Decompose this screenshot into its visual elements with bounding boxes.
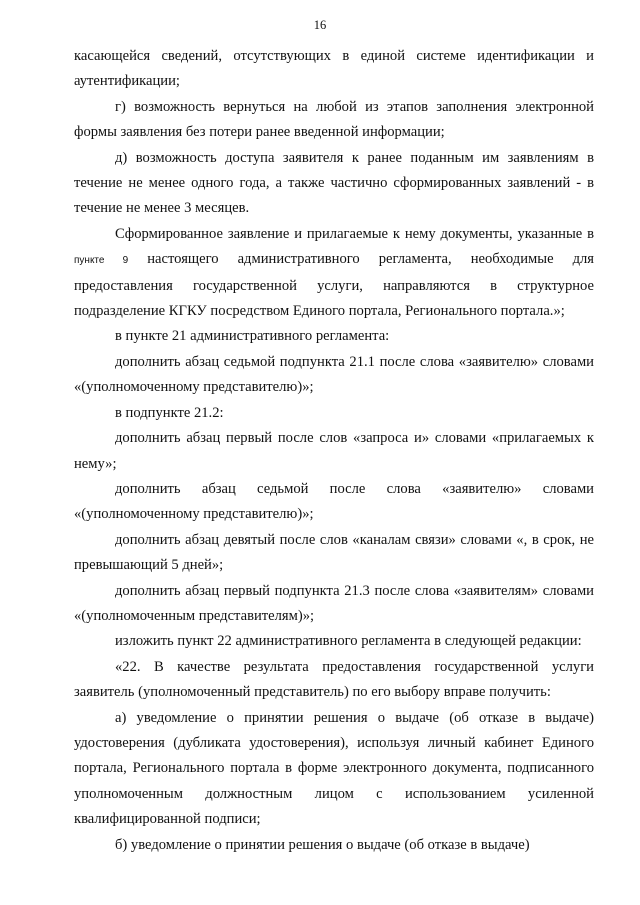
paragraph-formed-application — [74, 222, 594, 325]
paragraph-item-g: г) возможность вернуться на любой из этапов заполнения электронной формы заявления без потери ранее введенной информации; — [74, 98, 594, 141]
clause-reference-link[interactable]: пункте 9 — [74, 255, 129, 267]
paragraph-subclause-21-2: в подпункте 21.2: — [115, 404, 224, 421]
paragraph-amend-21-3: дополнить абзац первый подпункта 21.3 после слова «заявителям» словами «(уполномоченным представителям)»; — [74, 582, 594, 624]
paragraph-amend-first: дополнить абзац первый после слов «запроса и» словами «прилагаемых к нему»; — [74, 430, 594, 472]
paragraph-item-a: а) уведомление о принятии решения о выдаче (об отказе в выдаче) удостоверения (дубликата удостоверения), используя личный кабинет Единого портала, Регионального портала в форме электронного документа, подписанного уполномоченным должностным лицом с использованием усиленной квалифицированной подписи; — [74, 709, 594, 828]
paragraph-item-d: д) возможность доступа заявителя к ранее поданным им заявлениям в течение не менее одного года, а также частично сформированных заявлений - в течение не менее 3 месяцев. — [74, 149, 594, 217]
paragraph-continuation: касающейся сведений, отсутствующих в единой системе идентификации и аутентификации; — [74, 48, 594, 90]
document-body — [74, 44, 594, 858]
paragraph-clause-21: в пункте 21 административного регламента: — [115, 328, 390, 345]
paragraph-amend-21-1: дополнить абзац седьмой подпункта 21.1 после слова «заявителю» словами «(уполномоченному представителю)»; — [74, 353, 594, 396]
paragraph-text-part: настоящего административного регламента, необходимые для предоставления государственной услуги, направляются в структурное подразделение КГКУ посредством Единого портала, Регионального портала.»; — [74, 251, 594, 320]
page-number: 16 — [313, 18, 327, 32]
paragraph-amend-ninth: дополнить абзац девятый после слов «каналам связи» словами «, в срок, не превышающий 5 дней»; — [74, 531, 594, 574]
paragraph-item-b: б) уведомление о принятии решения о выдаче (об отказе в выдаче) — [115, 836, 530, 853]
paragraph-clause-22: «22. В качестве результата предоставления государственной услуги заявитель (уполномоченный представитель) по его выбору вправе получить: — [74, 658, 594, 701]
paragraph-text-part: Сформированное заявление и прилагаемые к нему документы, указанные в — [115, 225, 594, 242]
paragraph-restate-22: изложить пункт 22 административного регламента в следующей редакции: — [115, 633, 582, 650]
paragraph-amend-seventh: дополнить абзац седьмой после слова «заявителю» словами «(уполномоченному представителю)»; — [74, 480, 594, 523]
